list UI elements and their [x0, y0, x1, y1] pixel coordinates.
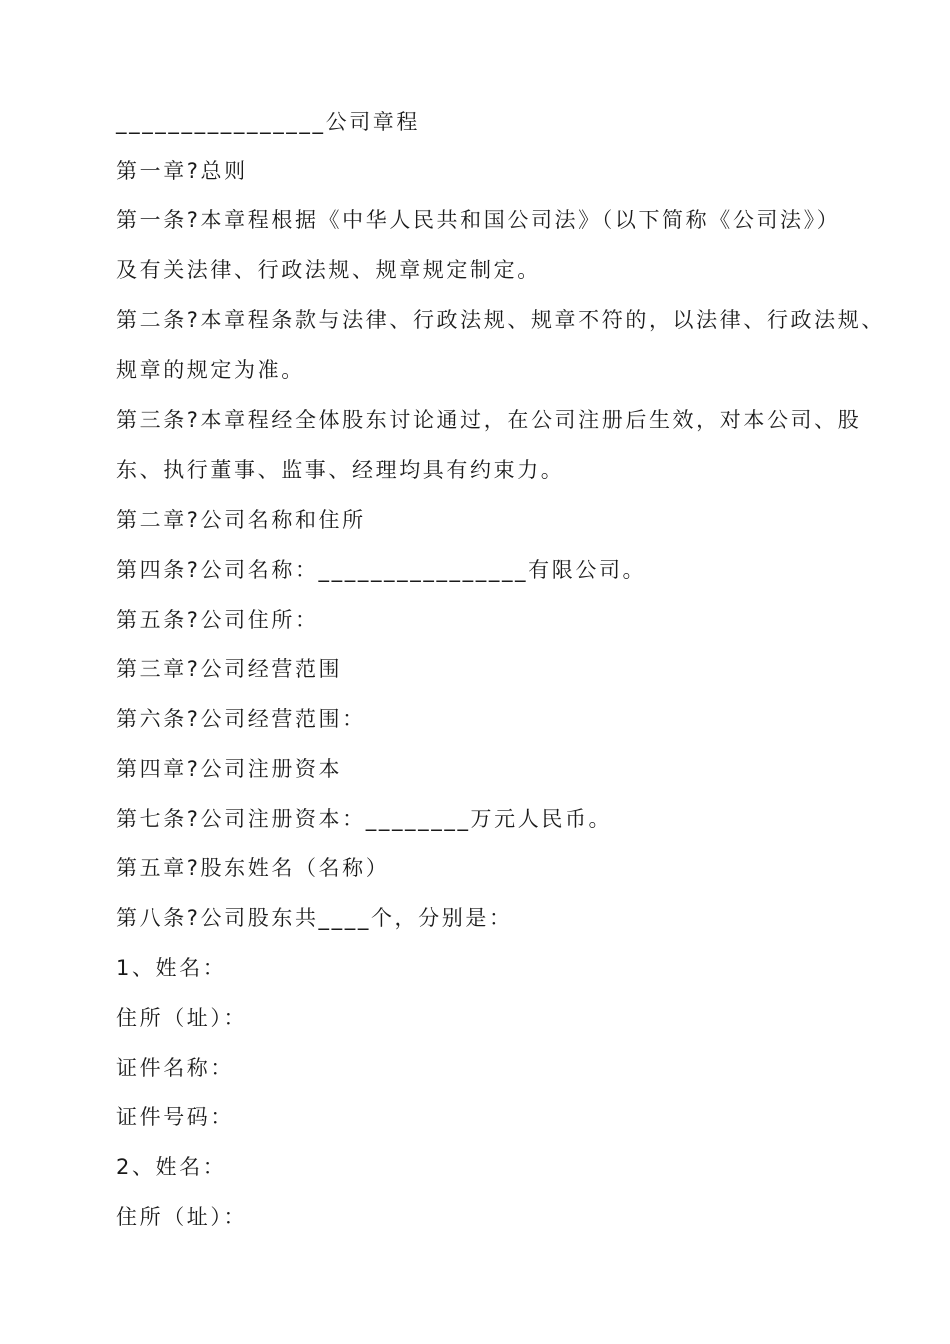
- chapter-4-heading: 第四章?公司注册资本: [116, 757, 343, 781]
- chapter-3-heading: 第三章?公司经营范围: [116, 657, 343, 681]
- article-6: 第六条?公司经营范围：: [116, 707, 366, 731]
- article-4: 第四条?公司名称：________________有限公司。: [116, 558, 647, 582]
- article-1-line-2: 及有关法律、行政法规、规章规定制定。: [116, 258, 541, 282]
- article-5: 第五条?公司住所：: [116, 608, 319, 632]
- chapter-2-heading: 第二章?公司名称和住所: [116, 508, 366, 532]
- article-1-line-1: 第一条?本章程根据《中华人民共和国公司法》（以下简称《公司法》）: [116, 208, 841, 232]
- document-title: ________________公司章程: [116, 110, 420, 134]
- shareholder-1-id-number: 证件号码：: [116, 1105, 234, 1129]
- shareholder-1-address: 住所（址）：: [116, 1006, 248, 1030]
- shareholder-2-name: 2、姓名：: [116, 1155, 227, 1179]
- article-2-line-2: 规章的规定为准。: [116, 358, 305, 382]
- article-3-line-1: 第三条?本章程经全体股东讨论通过，在公司注册后生效，对本公司、股: [116, 408, 862, 432]
- article-2-line-1: 第二条?本章程条款与法律、行政法规、规章不符的，以法律、行政法规、: [116, 308, 885, 332]
- shareholder-1-id-type: 证件名称：: [116, 1056, 234, 1080]
- chapter-5-heading: 第五章?股东姓名（名称）: [116, 856, 390, 880]
- shareholder-2-address: 住所（址）：: [116, 1205, 248, 1229]
- chapter-1-heading: 第一章?总则: [116, 159, 248, 183]
- article-7: 第七条?公司注册资本：________万元人民币。: [116, 807, 613, 831]
- article-3-line-2: 东、执行董事、监事、经理均具有约束力。: [116, 458, 565, 482]
- article-8: 第八条?公司股东共____个，分别是：: [116, 906, 513, 930]
- shareholder-1-name: 1、姓名：: [116, 956, 227, 980]
